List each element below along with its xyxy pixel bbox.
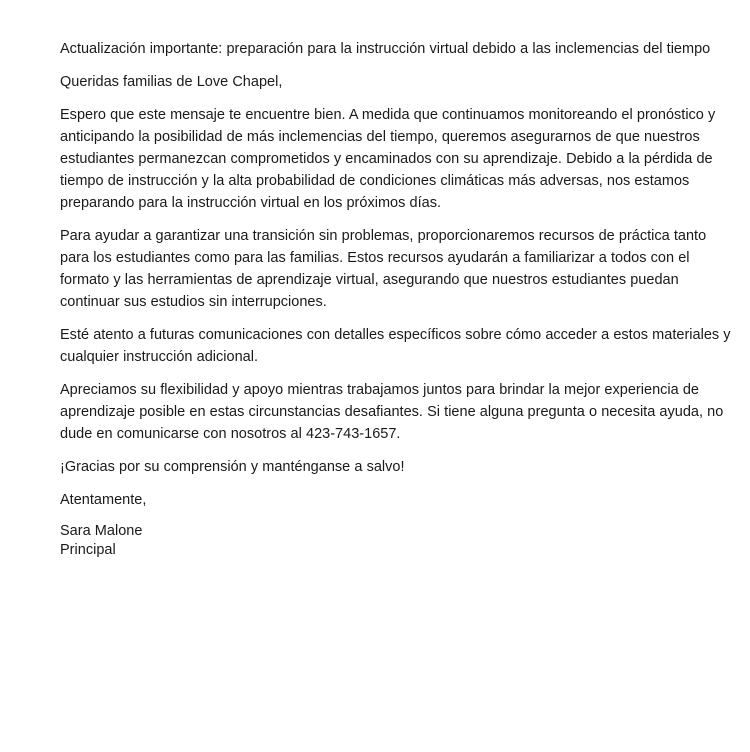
letter-paragraph-1: Espero que este mensaje te encuentre bien. A medida que continuamos monitoreando el pronóstico y anticipando la posibilidad de más inclemencias del tiempo, queremos asegurarnos de que nuestros estudiantes permanezcan comprometidos y encaminados con su aprendizaje. Debido a la pérdida de tiempo de instrucción y la alta probabilidad de condiciones climáticas más adversas, nos estamos preparando para la instrucción virtual en los próximos días.	[60, 107, 716, 211]
signature-title: Principal	[60, 542, 116, 558]
letter-body	[60, 38, 736, 560]
letter-closing-thanks: ¡Gracias por su comprensión y manténganse a salvo!	[60, 459, 405, 475]
letter-paragraph-4: Apreciamos su flexibilidad y apoyo mientras trabajamos juntos para brindar la mejor experiencia de aprendizaje posible en estas circunstancias desafiantes. Si tiene alguna pregunta o necesita ayuda, no dude en comunicarse con nosotros al 423-743-1657.	[60, 382, 724, 442]
letter-paragraph-2: Para ayudar a garantizar una transición sin problemas, proporcionaremos recursos de práctica tanto para los estudiantes como para las familias. Estos recursos ayudarán a familiarizar a todos con el formato y las herramientas de aprendizaje virtual, asegurando que nuestros estudiantes puedan continuar sus estudios sin interrupciones.	[60, 228, 707, 310]
signature-name: Sara Malone	[60, 523, 143, 539]
letter-subject-line: Actualización importante: preparación para la instrucción virtual debido a las inclemencias del tiempo	[60, 41, 711, 57]
letter-paragraph-3: Esté atento a futuras comunicaciones con detalles específicos sobre cómo acceder a estos materiales y cualquier instrucción adicional.	[60, 327, 731, 365]
letter-greeting: Queridas familias de Love Chapel,	[60, 74, 283, 90]
letter-signature-block	[60, 522, 736, 560]
letter-sign-off: Atentamente,	[60, 492, 147, 508]
